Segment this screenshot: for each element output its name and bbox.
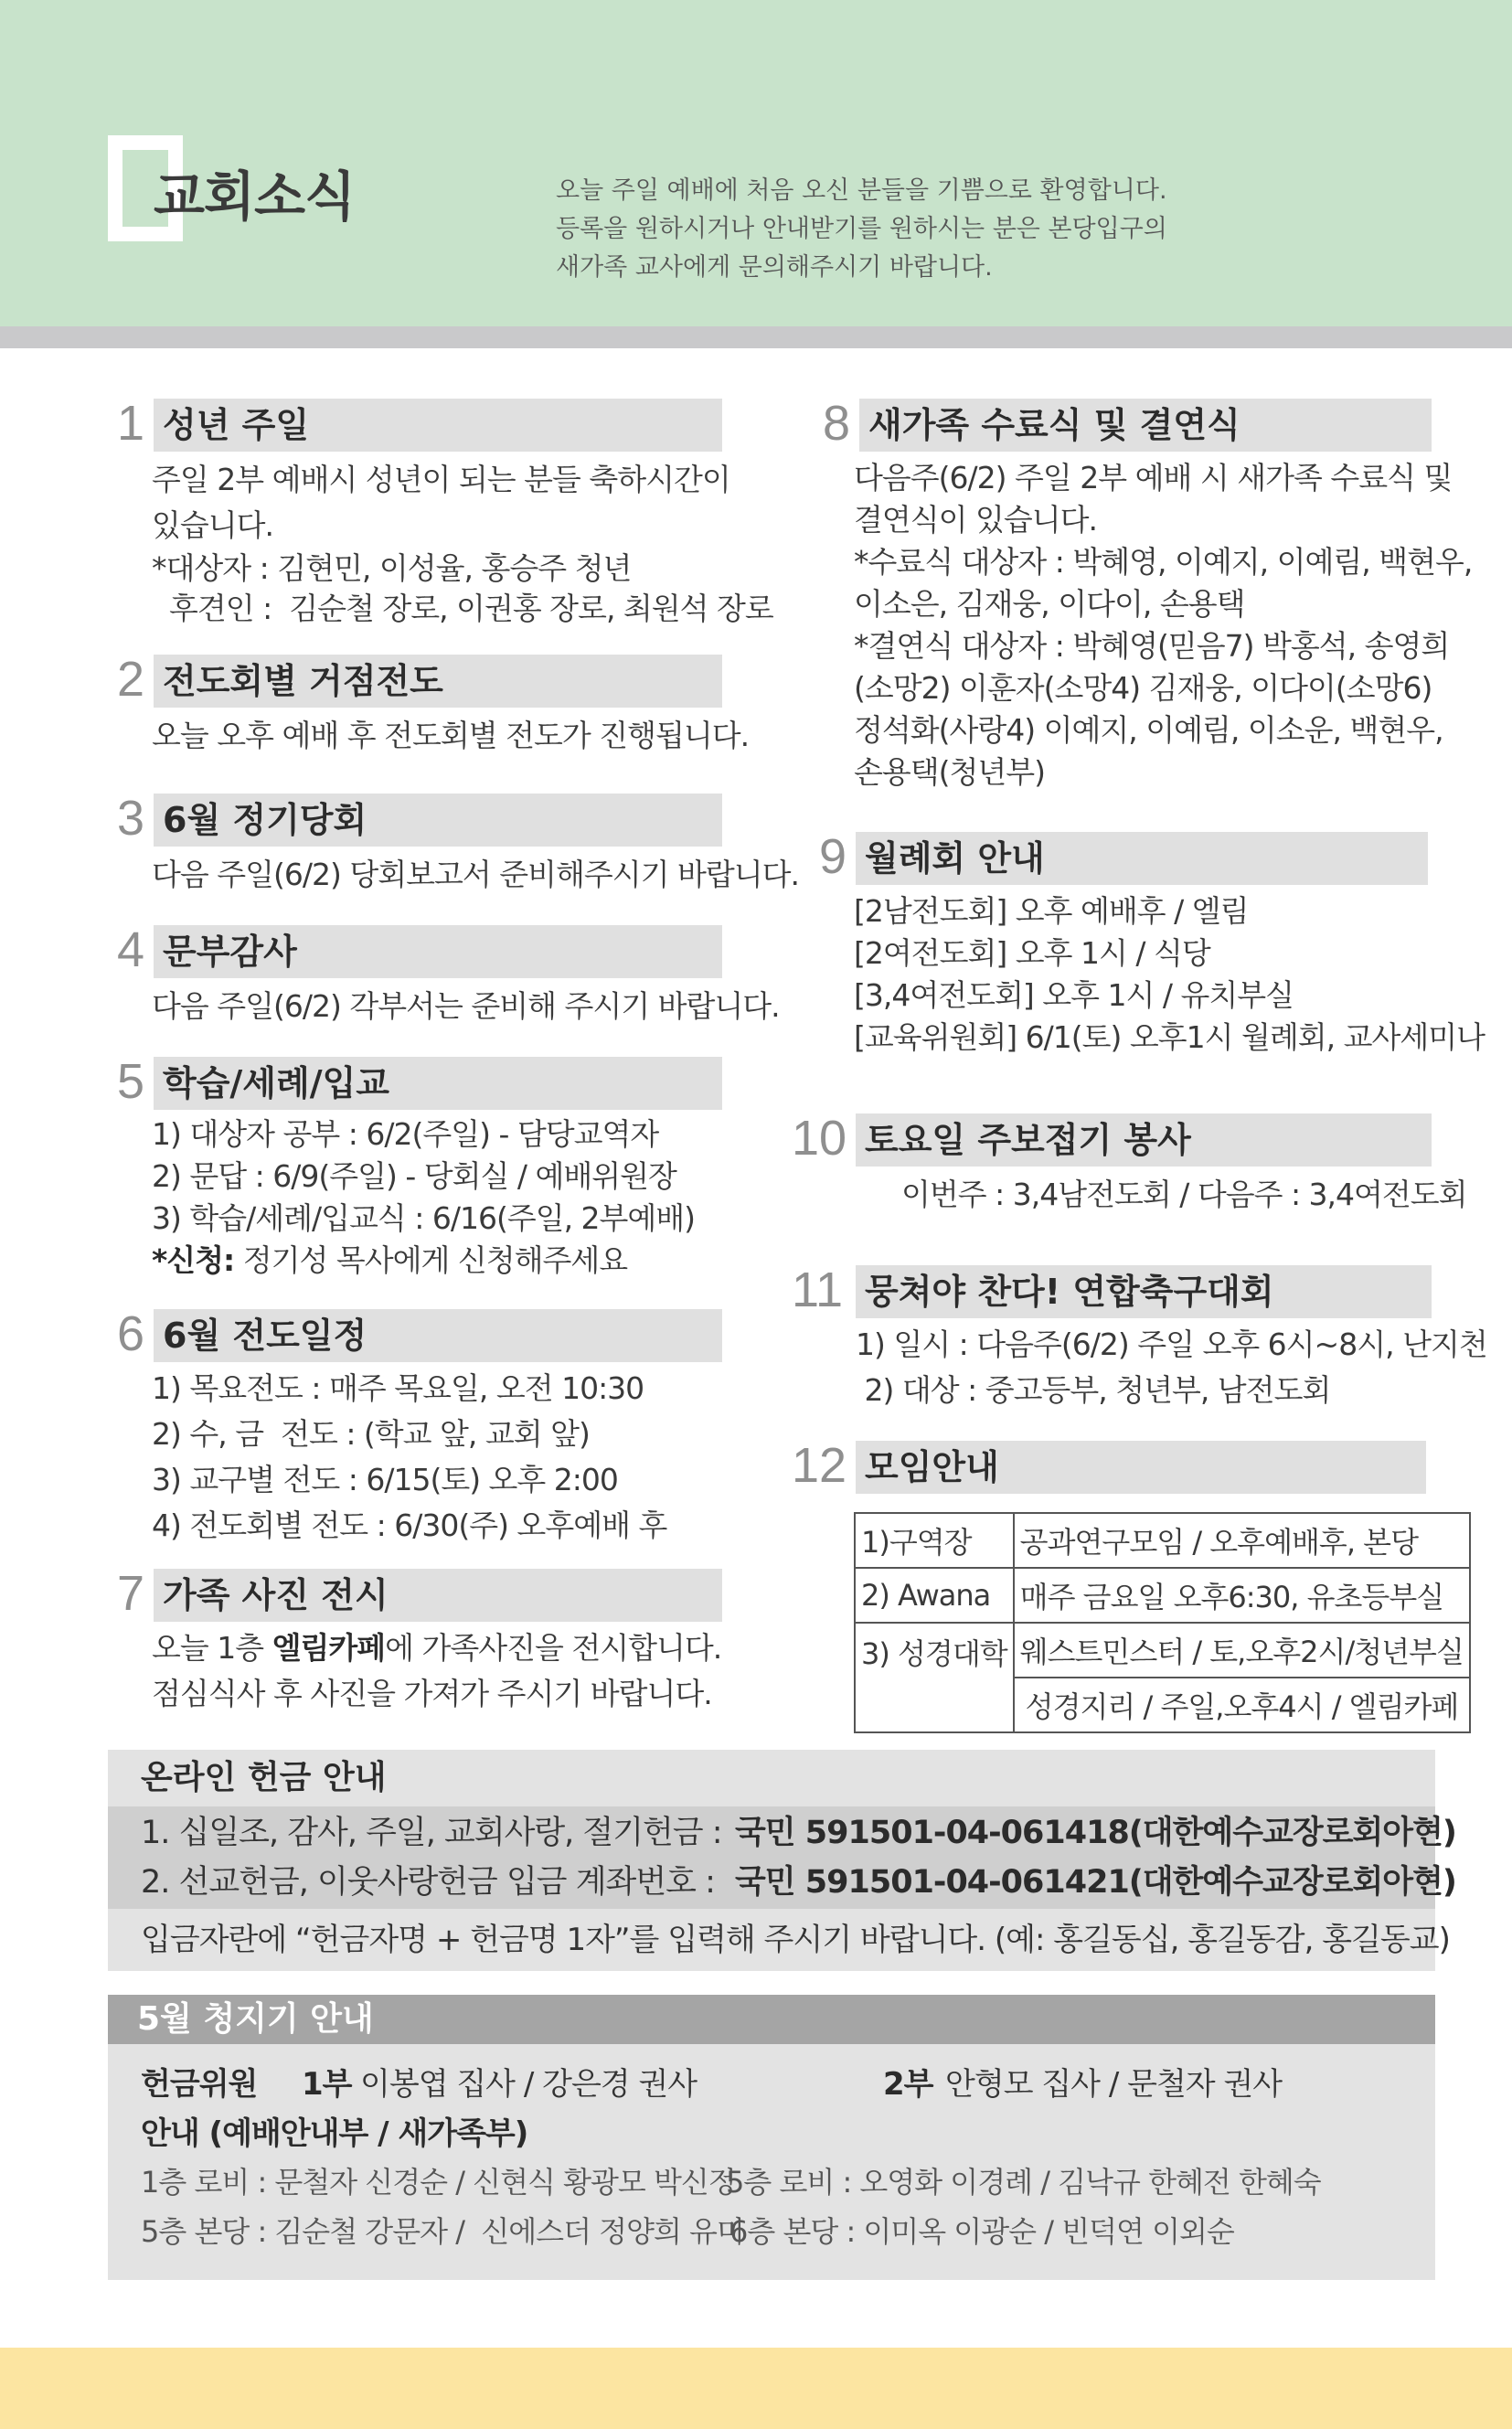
online-offering-title: 온라인 헌금 안내	[108, 1750, 1435, 1806]
section-number: 4	[117, 922, 145, 977]
body-line: 다음주(6/2) 주일 2부 예배 시 새가족 수료식 및	[854, 460, 1453, 495]
body-line: *대상자 : 김현민, 이성율, 홍승주 청년	[152, 550, 632, 586]
section-title: 뭉쳐야 찬다! 연합축구대회	[856, 1265, 1432, 1318]
apply-text: 정기성 목사에게 신청해주세요	[234, 1242, 628, 1278]
body-line: 주일 2부 예배시 성년이 되는 분들 축하시간이	[152, 462, 730, 497]
section-number: 9	[819, 829, 847, 884]
body-line	[152, 1625, 721, 1671]
body-line: *결연식 대상자 : 박혜영(믿음7) 박홍석, 송영희	[854, 628, 1450, 664]
section-title: 6월 정기당회	[154, 794, 722, 847]
section-body	[152, 713, 749, 759]
section-number: 11	[792, 1262, 844, 1317]
section-title: 문부감사	[154, 925, 722, 978]
deposit-note: 입금자란에 “헌금자명 + 헌금명 1자”를 입력해 주시기 바랍니다. (예: 홍길동십, 홍길동감, 홍길동교)	[108, 1909, 1435, 1971]
stewards-title: 5월 청지기 안내	[108, 1995, 1435, 2044]
meetings-table	[854, 1512, 1471, 1733]
welcome-line: 오늘 주일 예배에 처음 오신 분들을 기쁨으로 환영합니다.	[556, 176, 1167, 205]
body-line: 정석화(사랑4) 이예지, 이예림, 이소운, 백현우,	[854, 712, 1443, 748]
section-number: 12	[792, 1438, 847, 1493]
body-line: 이소은, 김재웅, 이다이, 손용택	[854, 586, 1245, 622]
table-cell: 공과연구모임 / 오후예배후, 본당	[1014, 1513, 1470, 1568]
page-title: 교회소식	[154, 165, 356, 228]
section-number: 6	[117, 1306, 145, 1361]
section-number: 2	[117, 652, 145, 707]
section-body	[901, 1172, 1467, 1218]
body-line: 4) 전도회별 전도 : 6/30(주) 오후예배 후	[152, 1507, 667, 1543]
apply-label: *신청:	[152, 1242, 235, 1278]
body-line: *수료식 대상자 : 박혜영, 이예지, 이예림, 백현우,	[854, 544, 1473, 580]
section-body	[152, 852, 799, 898]
section-body	[152, 984, 780, 1029]
section-number: 1	[117, 396, 145, 451]
section-body	[856, 1322, 1487, 1413]
guide-label: 안내 (예배안내부 / 새가족부)	[141, 2115, 528, 2152]
body-line: (소망2) 이훈자(소망4) 김재웅, 이다이(소망6)	[854, 670, 1432, 706]
body-line: [2여전도회] 오후 1시 / 식당	[854, 935, 1210, 971]
section-number: 5	[117, 1054, 145, 1109]
body-line: 다음 주일(6/2) 당회보고서 준비해주시기 바랍니다.	[152, 857, 799, 892]
online-offering-panel	[108, 1750, 1456, 1971]
section-body	[854, 457, 1472, 794]
section-body	[152, 1366, 666, 1549]
body-line: 2) 대상 : 중고등부, 청년부, 남전도회	[856, 1372, 1331, 1408]
body-line: 있습니다.	[152, 507, 274, 543]
section-body	[152, 1113, 695, 1282]
section-number: 7	[117, 1566, 145, 1621]
section-title: 가족 사진 전시	[154, 1569, 722, 1622]
body-line: 3) 교구별 전도 : 6/15(토) 오후 2:00	[152, 1462, 618, 1497]
account-row	[141, 1808, 1456, 1858]
section-title: 토요일 주보접기 봉사	[856, 1113, 1432, 1167]
body-line: [2남전도회] 오후 예배후 / 엘림	[854, 893, 1249, 929]
body-line: 점심식사 후 사진을 가져가 주시기 바랍니다.	[152, 1676, 712, 1711]
section-title: 6월 전도일정	[154, 1309, 722, 1362]
body-line: 다음 주일(6/2) 각부서는 준비해 주시기 바랍니다.	[152, 988, 780, 1024]
section-body	[152, 1625, 721, 1717]
account-number: 국민 591501-04-061421(대한예수교장로회아현)	[735, 1864, 1456, 1901]
section-body	[152, 457, 773, 629]
body-line: 3) 학습/세례/입교식 : 6/16(주일, 2부예배)	[152, 1200, 696, 1236]
welcome-line: 새가족 교사에게 문의해주시기 바랍니다.	[556, 253, 993, 282]
offering-label: 헌금위원	[141, 2066, 258, 2103]
account-number: 국민 591501-04-061418(대한예수교장로회아현)	[735, 1815, 1456, 1851]
lobby1-assignment: 1층 로비 : 문철자 신경순 / 신현식 황광모 박신정	[141, 2165, 736, 2200]
body-line: 1) 대상자 공부 : 6/2(주일) - 담당교역자	[152, 1116, 659, 1152]
account-label: 1. 십일조, 감사, 주일, 교회사랑, 절기헌금 :	[141, 1815, 722, 1851]
part2-label: 2부	[883, 2066, 933, 2103]
stewards-panel	[108, 1995, 1435, 2280]
body-line: 1) 일시 : 다음주(6/2) 주일 오후 6시~8시, 난지천	[856, 1326, 1487, 1362]
body-line: [교육위원회] 6/1(토) 오후1시 월례회, 교사세미나	[854, 1019, 1485, 1055]
body-line: 후견인 : 김순철 장로, 이권홍 장로, 최원석 장로	[152, 591, 773, 626]
table-cell: 매주 금요일 오후6:30, 유초등부실	[1014, 1568, 1470, 1623]
body-line: 이번주 : 3,4남전도회 / 다음주 : 3,4여전도회	[901, 1177, 1467, 1212]
cafe-name: 엘림카페	[272, 1630, 386, 1666]
table-cell: 3) 성경대학	[855, 1623, 1014, 1732]
section-number: 10	[792, 1111, 847, 1166]
table-cell: 2) Awana	[855, 1568, 1014, 1623]
section-body	[854, 890, 1485, 1059]
part1-label: 1부	[302, 2066, 352, 2103]
welcome-message	[556, 172, 1167, 287]
table-row	[855, 1513, 1470, 1568]
account-row	[141, 1858, 1456, 1907]
body-line: 2) 문답 : 6/9(주일) - 당회실 / 예배위원장	[152, 1158, 676, 1194]
part2-names: 안형모 집사 / 문철자 권사	[945, 2066, 1283, 2103]
body-line	[152, 1240, 695, 1282]
stewards-body	[108, 2044, 1435, 2280]
header-banner	[0, 0, 1512, 326]
account-label: 2. 선교헌금, 이웃사랑헌금 입금 계좌번호 :	[141, 1864, 715, 1901]
section-title: 월례회 안내	[856, 832, 1428, 885]
body-line: 2) 수, 금 전도 : (학교 앞, 교회 앞)	[152, 1416, 590, 1452]
body-line: [3,4여전도회] 오후 1시 / 유치부실	[854, 977, 1294, 1013]
section-title: 전도회별 거점전도	[154, 655, 722, 708]
lobby5-assignment: 5층 로비 : 오영화 이경례 / 김낙규 한혜전 한혜숙	[726, 2165, 1321, 2200]
table-cell: 성경지리 / 주일,오후4시 / 엘림카페	[1014, 1678, 1470, 1732]
section-title: 모임안내	[856, 1441, 1426, 1494]
main5-assignment: 5층 본당 : 김순철 강문자 / 신에스더 정양희 유미	[141, 2214, 744, 2249]
table-cell: 1)구역장	[855, 1513, 1014, 1568]
table-row	[855, 1623, 1470, 1678]
main6-assignment: 6층 본당 : 이미옥 이광순 / 빈덕연 이외순	[729, 2214, 1234, 2249]
section-number: 8	[823, 396, 851, 451]
body-line: 손용택(청년부)	[854, 754, 1046, 790]
welcome-line: 등록을 원하시거나 안내받기를 원하시는 분은 본당입구의	[556, 215, 1167, 243]
body-line: 오늘 오후 예배 후 전도회별 전도가 진행됩니다.	[152, 718, 750, 753]
table-cell: 웨스트민스터 / 토,오후2시/청년부실	[1014, 1623, 1470, 1678]
account-list	[108, 1806, 1456, 1909]
body-line: 결연식이 있습니다.	[854, 502, 1098, 538]
section-title: 성년 주일	[154, 399, 722, 452]
section-title: 새가족 수료식 및 결연식	[859, 399, 1432, 452]
section-title: 학습/세례/입교	[154, 1057, 722, 1110]
section-number: 3	[117, 791, 145, 846]
text-part: 오늘 1층	[152, 1630, 272, 1666]
header-divider	[0, 326, 1512, 348]
text-part: 에 가족사진을 전시합니다.	[385, 1630, 722, 1666]
body-line: 1) 목요전도 : 매주 목요일, 오전 10:30	[152, 1370, 644, 1406]
table-row	[855, 1568, 1470, 1623]
part1-names: 이봉엽 집사 / 강은경 권사	[360, 2066, 697, 2103]
footer-band	[0, 2348, 1512, 2429]
